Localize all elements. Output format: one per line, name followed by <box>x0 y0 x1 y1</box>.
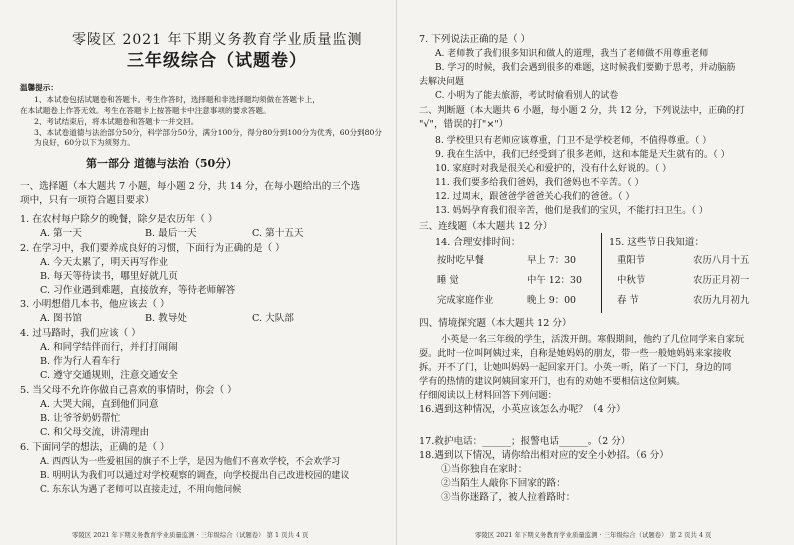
q15-title: 15. 这些节日我知道： <box>609 237 705 248</box>
notice-line-3: 2、考试结束后，将本试题卷和答题卡一并交回。 <box>34 117 199 126</box>
q4-option-c: C. 遵守交通规则，注意交通安全 <box>40 370 178 381</box>
q14-row1-left: 按时吃早餐 <box>437 255 484 266</box>
q18: 18.遇到以下情况，请你给出相对应的安全小妙招。（6 分） <box>419 450 669 461</box>
q6-option-b: B. 明明认为我们可以通过对学校观察的调查，向学校提出自己改进校园的建议 <box>40 471 350 481</box>
q15-row3-left: 春 节 <box>617 295 639 306</box>
q6-option-a: A. 西西认为一些爱祖国的旗子不上学，是因为他们不喜欢学校，不会欢学习 <box>40 457 341 467</box>
q15-row2-left: 中秋节 <box>617 275 646 286</box>
scene-line-3: 拆。开不了门，让她叫妈妈一起回家开门。小英一听，陷了一下门，身边的同 <box>419 362 732 373</box>
scene-line-1: 小英是一名三年级的学生，活泼开朗。寒假期间，他约了几位同学来自家玩 <box>441 334 745 345</box>
scene-line-5: 仔细阅读以上材料回答下列问题： <box>419 390 557 401</box>
exam-subtitle: 三年级综合（试题卷） <box>127 51 307 71</box>
q7-option-a: A. 老师教了我们很多知识和做人的道理，我当了老师做不用尊重老师 <box>435 49 709 59</box>
q17: 17.救护电话：______；报警电话______。（2 分） <box>419 436 631 447</box>
judge-item-9: 9. 我在生活中，我们已经受到了很多老师，这和本能是天生就有的。（ ） <box>435 149 730 160</box>
exam-title: 零陵区 2021 年下期义务教育学业质量监测 <box>72 32 363 48</box>
notice-line-1: 1、本试卷包括试题卷和答题卡。考生作答时，选择题和非选择题均须做在答题卡上， <box>34 95 320 104</box>
q2-option-c: C. 习作业遇到难题，直接放弃，等待老师解答 <box>40 285 236 296</box>
q14-row3-right: 晚上 9：00 <box>527 295 576 306</box>
part1-title: 第一部分 道德与法治（50分） <box>86 157 238 170</box>
q5-stem: 5. 当父母不允许你做自己喜欢的事情时，你会（ ） <box>20 385 237 396</box>
q18-item-3: ③当你迷路了，被人拉着路时： <box>441 492 576 503</box>
q1-option-b: B. 最后一天 <box>145 228 197 239</box>
q7-option-b: B. 学习的时候，我们会遇到很多的难题，这时候我们要勤于思考，并动脑筋 <box>435 63 736 73</box>
q3-option-c: C. 大队部 <box>252 313 294 324</box>
notice-title: 温馨提示： <box>20 83 58 92</box>
q4-option-a: A. 和同学结伴而行，并打打闹闹 <box>40 342 178 353</box>
q7-option-c: C. 小明为了能去旅游，考试时偷看别人的试卷 <box>435 91 619 101</box>
match-divider <box>601 233 602 313</box>
q7-option-b-cont: 去解决问题 <box>419 77 465 87</box>
q15-row2-right: 农历正月初一 <box>693 275 750 286</box>
notice-line-4: 3、本试卷道德与法治部分50分，科学部分50分，满分100分，得分80分到100分为优秀，60分到80分为良好，60分以下为须努力。 <box>34 128 382 147</box>
q6-stem: 6. 下面同学的想法，正确的是（ ） <box>20 442 170 453</box>
q14-row1-right: 早上 7：30 <box>527 255 576 266</box>
q3-stem: 3. 小明想借几本书，他应该去（ ） <box>20 299 170 310</box>
judge-title-2: "√"，错误的打"×"） <box>419 119 509 130</box>
scene-line-4: 学有的热情的建议阿姨回家开门，也有的劝她不要相信这位阿姨。 <box>419 376 686 387</box>
judge-title: 二、判断题（本大题共 6 小题，每小题 2 分，共 12 分，下列说法中，正确的打 <box>419 105 745 116</box>
judge-item-12: 12. 过周末，跟爸爸学爸爸关心我们的爸爸。（ ） <box>435 191 635 202</box>
scene-line-2: 耍。此时一位叫阿姨过来，自称是她妈妈的朋友，带一些一般她妈妈来家接收 <box>419 348 732 359</box>
q4-option-b: B. 作为行人看车行 <box>40 356 121 367</box>
right-column <box>397 0 794 545</box>
q3-option-a: A. 图书馆 <box>40 313 82 324</box>
q18-item-2: ②当陌生人敲你下回家的路： <box>441 478 566 489</box>
q14-row3-left: 完成家庭作业 <box>437 295 494 306</box>
q15-row1-left: 重阳节 <box>617 255 646 266</box>
judge-item-10: 10. 家庭时对我是很关心和爱护的，没有什么好说的。（ ） <box>435 163 672 174</box>
q14-row2-left: 睡 觉 <box>437 275 459 286</box>
q15-row1-right: 农历八月十五 <box>693 255 750 266</box>
q1-option-a: A. 第一天 <box>40 228 82 239</box>
q1-option-c: C. 第十五天 <box>252 228 304 239</box>
q5-option-c: C. 和父母交流，讲清理由 <box>40 427 150 438</box>
right-footer: 零陵区 2021 年下期义务教育学业质量监测 · 三年级综合（试题卷） 第 2 页共 4 页 <box>475 531 712 539</box>
q2-option-a: A. 今天太累了，明天再写作业 <box>40 257 169 268</box>
judge-item-8: 8. 学校里只有老师应该尊重，门卫不是学校老师，不值得尊重。（ ） <box>435 135 712 146</box>
q15-row3-right: 农历九月初九 <box>693 295 750 306</box>
q6-option-c: C. 东东认为遇了老师可以直接走过，不用向他问候 <box>40 485 242 495</box>
judge-item-11: 11. 我们要多给我们爸妈，我们爸妈也不辛苦。（ ） <box>435 177 644 188</box>
scene-title: 四、情境探究题（本大题共 12 分） <box>419 318 572 329</box>
q14-row2-right: 中午 12：30 <box>527 275 582 286</box>
q16: 16.遇到这种情况，小英应该怎么办呢？（4 分） <box>419 404 626 415</box>
q5-option-b: B. 让爷爷奶奶帮忙 <box>40 413 121 424</box>
q1-stem: 1. 在农村每户除夕的晚餐，除夕是农历年（ ） <box>20 214 218 225</box>
q2-stem: 2. 在学习中，我们要养成良好的习惯，下面行为正确的是（ ） <box>20 243 285 254</box>
notice-line-2: 在本试题卷上作答无效。考生在答题卡上按答题卡中注意事项的要求答题。 <box>20 106 271 115</box>
q2-option-b: B. 每天等待读书，哪里好就几页 <box>40 271 178 282</box>
q1-intro-2: 项中，只有一项符合题目要求） <box>20 195 155 206</box>
judge-item-13: 13. 妈妈孕育我们很辛苦，他们是我们的宝贝，不能打扫卫生。（ ） <box>435 205 709 216</box>
q7-stem: 7. 下列说法正确的是（ ） <box>419 34 531 45</box>
q3-option-b: B. 教导处 <box>145 313 187 324</box>
match-title: 三、连线题（本大题共 12 分） <box>419 221 553 232</box>
q14-title: 14. 合理安排时间： <box>435 237 521 248</box>
left-footer: 零陵区 2021 年下期义务教育学业质量监测 · 三年级综合（试题卷） 第 1 页共 4 页 <box>72 531 309 539</box>
q4-stem: 4. 过马路时，我们应该（ ） <box>20 328 141 339</box>
q5-option-a: A. 大哭大闹，直到他们同意 <box>40 399 159 410</box>
q1-intro-1: 一、选择题（本大题共 7 小题，每小题 2 分，共 14 分，在每小题给出的三个选 <box>20 181 361 192</box>
q18-item-1: ①当你独自在家时： <box>441 464 528 475</box>
